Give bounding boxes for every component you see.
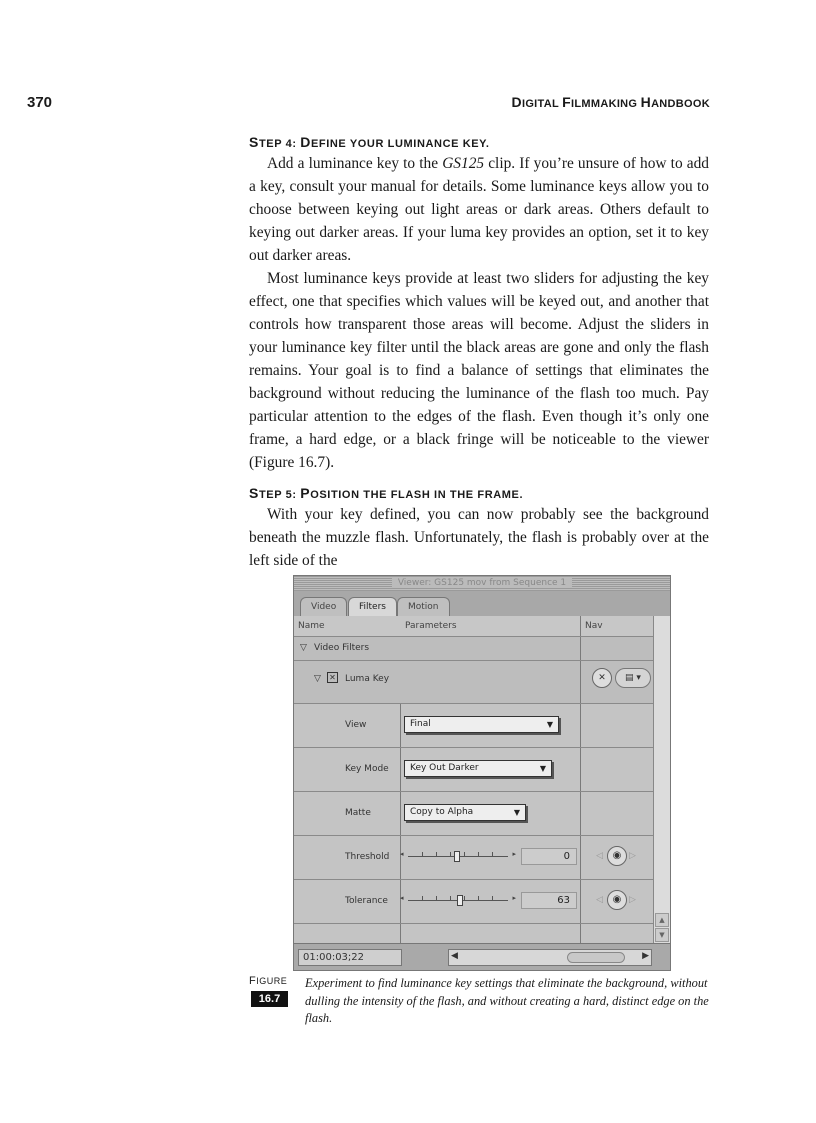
threshold-keyframe-icon[interactable]: ◉ (607, 846, 627, 866)
prev-keyframe-icon[interactable]: ◁ (596, 895, 603, 905)
tolerance-slider-thumb[interactable] (457, 895, 463, 906)
next-keyframe-icon[interactable]: ▷ (629, 895, 636, 905)
key-mode-dropdown[interactable]: Key Out Darker ▼ (404, 760, 552, 777)
filter-disclosure-icon[interactable]: ▽ (314, 674, 321, 684)
scroll-down-icon[interactable]: ▼ (655, 928, 669, 942)
column-header-parameters[interactable]: Parameters (405, 621, 457, 631)
filter-menu-icon[interactable]: ▤ ▾ (615, 668, 651, 688)
tolerance-slider[interactable]: ◂ ▸ (400, 892, 516, 908)
disclosure-triangle-icon[interactable]: ▽ (300, 643, 307, 653)
next-keyframe-icon[interactable]: ▷ (629, 851, 636, 861)
reset-icon[interactable]: ✕ (592, 668, 612, 688)
scroll-right-icon[interactable]: ▶ (642, 951, 649, 961)
tab-filters[interactable]: Filters (348, 597, 397, 616)
threshold-slider-thumb[interactable] (454, 851, 460, 862)
tab-bar (294, 591, 670, 616)
matte-dropdown[interactable]: Copy to Alpha ▼ (404, 804, 526, 821)
dropdown-arrow-icon: ▼ (546, 720, 553, 729)
step5-title: STEP 5: POSITION THE FLASH IN THE FRAME. (249, 485, 524, 501)
vertical-scrollbar[interactable] (653, 616, 670, 943)
running-head: DIGITAL FILMMAKING HANDBOOK (511, 94, 710, 110)
figure-number: 16.7 (251, 991, 288, 1007)
dropdown-arrow-icon: ▼ (513, 808, 520, 817)
dropdown-arrow-icon: ▼ (539, 764, 546, 773)
viewer-bottom-bar (294, 943, 670, 970)
step4-paragraph-1: Add a luminance key to the GS125 clip. If you’re unsure of how to add a key, consult your manual for details. Some luminance keys allow you to choose between keying out light areas or dark areas. Others default to keying out darker areas. If your luma key provides an option, set it to key out darker areas. (249, 155, 709, 264)
viewer-titlebar: Viewer: GS125 mov from Sequence 1 (294, 576, 670, 591)
param-key-mode-label: Key Mode (345, 764, 389, 774)
filter-enable-checkbox[interactable]: ✕ (327, 672, 338, 683)
step5-paragraph-1: With your key defined, you can now probably see the background beneath the muzzle flash. Unfortunately, the flash is probably over at the left side of the (249, 506, 709, 569)
param-tolerance-label: Tolerance (345, 896, 388, 906)
tab-motion[interactable]: Motion (397, 597, 450, 616)
step4-section (249, 134, 709, 474)
clip-name: GS125 (442, 155, 485, 172)
filters-grid (294, 616, 653, 943)
tolerance-value[interactable]: 63 (521, 892, 577, 909)
scroll-thumb[interactable] (567, 952, 625, 963)
page-number: 370 (27, 94, 53, 111)
column-header-name[interactable]: Name (298, 621, 325, 631)
figure-caption: Experiment to find luminance key settings that eliminate the background, without dulling the intensity of the flash, and without creating a hard, distinct edge on the flash. (305, 976, 709, 1025)
threshold-value[interactable]: 0 (521, 848, 577, 865)
step5-section (249, 485, 709, 572)
prev-keyframe-icon[interactable]: ◁ (596, 851, 603, 861)
param-view-label: View (345, 720, 367, 730)
scroll-left-icon[interactable]: ◀ (451, 951, 458, 961)
threshold-slider[interactable]: ◂ ▸ (400, 848, 516, 864)
timecode-display[interactable]: 01:00:03;22 (298, 949, 402, 966)
scroll-up-icon[interactable]: ▲ (655, 913, 669, 927)
param-matte-label: Matte (345, 808, 371, 818)
step4-title: STEP 4: DEFINE YOUR LUMINANCE KEY. (249, 134, 490, 150)
column-header-nav[interactable]: Nav (585, 621, 603, 631)
view-dropdown[interactable]: Final ▼ (404, 716, 559, 733)
horizontal-scrollbar[interactable] (448, 949, 652, 966)
tab-video[interactable]: Video (300, 597, 347, 616)
filter-name: Luma Key (345, 674, 390, 684)
video-filters-label: Video Filters (314, 643, 370, 653)
figure-label: FIGURE (249, 975, 288, 987)
step4-paragraph-2: Most luminance keys provide at least two sliders for adjusting the key effect, one that specifies which values will be keyed out, and another that controls how transparent those areas will become. Adjust the sliders in your luminance key filter until the black areas are gone and only the flash remains. Your goal is to find a balance of settings that eliminates the background without reducing the luminance of the flash too much. Pay particular attention to the edges of the flash. Even though it’s only one frame, a hard edge, or a black fringe will be noticeable to the viewer (Figure 16.7). (249, 270, 709, 471)
viewer-window (293, 575, 671, 971)
param-threshold-label: Threshold (345, 852, 390, 862)
tolerance-keyframe-icon[interactable]: ◉ (607, 890, 627, 910)
